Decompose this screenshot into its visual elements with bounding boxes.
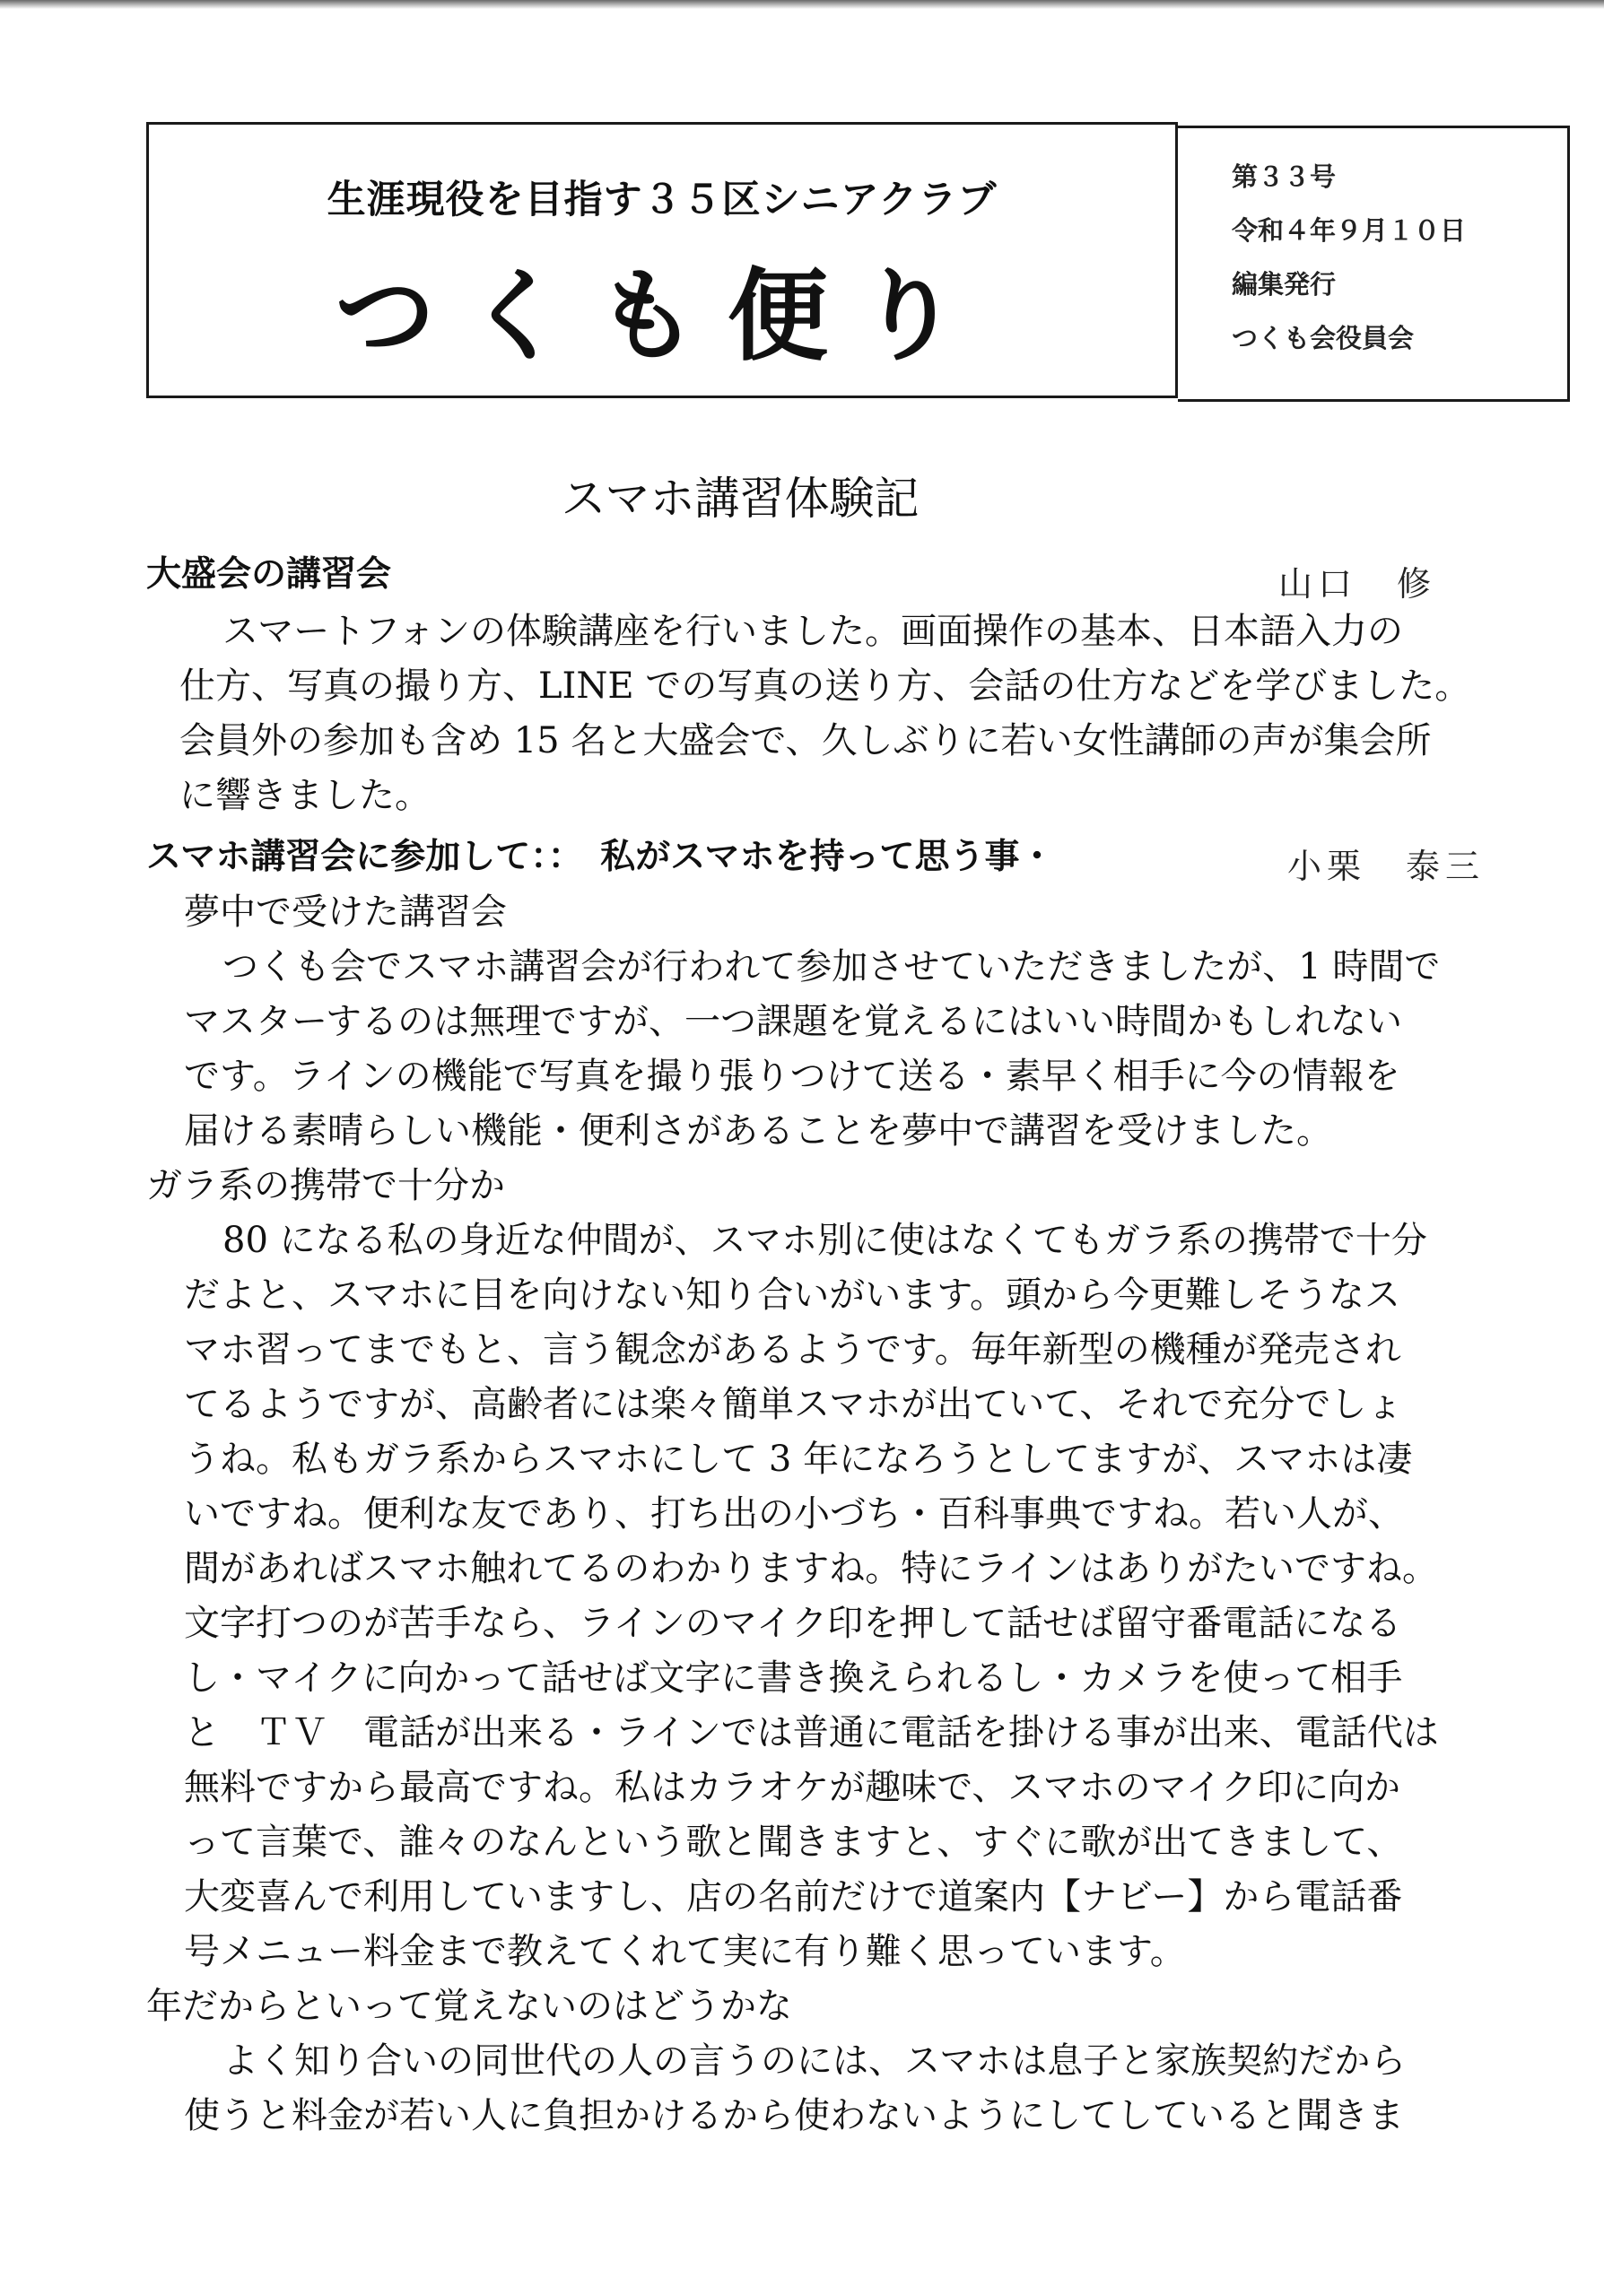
section2-line: です。ラインの機能で写真を撮り張りつけて送る・素早く相手に今の情報を xyxy=(184,1056,1400,1097)
section2-author: 小栗 泰三 xyxy=(1287,847,1486,886)
section2-line: だよと、スマホに目を向けない知り合いがいます。頭から今更難しそうなス xyxy=(184,1274,1400,1316)
section2-line: 使うと料金が若い人に負担かけるから使わないようにしてしていると聞きま xyxy=(184,2095,1404,2136)
section2-line: いですね。便利な友であり、打ち出の小づち・百科事典ですね。若い人が、 xyxy=(184,1493,1404,1535)
section1-line: 会員外の参加も含め 15 名と大盛会で、久しぶりに若い女性講師の声が集会所 xyxy=(179,720,1432,761)
page-edge-shadow xyxy=(0,0,1604,9)
section2-line: って言葉で、誰々のなんという歌と聞きますと、すぐに歌が出てきまして、 xyxy=(184,1822,1403,1863)
section1-line: スマートフォンの体験講座を行いました。画面操作の基本、日本語入力の xyxy=(222,611,1403,652)
section1-heading: 大盛会の講習会 xyxy=(146,554,392,595)
section1-line: に響きました。 xyxy=(179,775,431,816)
masthead-tagline: 生涯現役を目指す３５区シニアクラブ xyxy=(327,178,998,222)
section2-line: 大変喜んで利用していますし、店の名前だけで道案内【ナビー】から電話番 xyxy=(184,1876,1403,1918)
editor-name: つくも会役員会 xyxy=(1232,323,1415,353)
section2-line: うね。私もガラ系からスマホにして 3 年になろうとしてますが、スマホは凄 xyxy=(184,1439,1413,1480)
section2-line: 文字打つのが苦手なら、ラインのマイク印を押して話せば留守番電話になる xyxy=(184,1603,1402,1644)
section2-line: 間があればスマホ触れてるのわかりますね。特にラインはありがたいですね。 xyxy=(184,1548,1438,1589)
section2-line: と ＴＶ 電話が出来る・ラインでは普通に電話を掛ける事が出来、電話代は xyxy=(184,1712,1439,1753)
section2-line: 届ける素晴らしい機能・便利さがあることを夢中で講習を受けました。 xyxy=(184,1110,1332,1152)
section2-line: し・マイクに向かって話せば文字に書き換えられるし・カメラを使って相手 xyxy=(184,1657,1403,1699)
editor-label: 編集発行 xyxy=(1232,269,1337,300)
subheading: ガラ系の携帯で十分か xyxy=(146,1165,505,1206)
masthead-box xyxy=(146,122,1178,398)
section1-line: 仕方、写真の撮り方、LINE での写真の送り方、会話の仕方などを学びました。 xyxy=(179,665,1471,707)
section1-author: 山口 修 xyxy=(1278,564,1437,604)
section2-line: よく知り合いの同世代の人の言うのには、スマホは息子と家族契約だから xyxy=(222,2040,1407,2082)
issue-info-box xyxy=(1178,126,1570,402)
section2-heading: スマホ講習会に参加して：： 私がスマホを持って思う事・ xyxy=(146,837,1055,877)
section2-line: マホ習ってまでもと、言う観念があるようです。毎年新型の機種が発売され xyxy=(184,1329,1401,1370)
section2-line: 無料ですから最高ですね。私はカラオケが趣味で、スマホのマイク印に向か xyxy=(184,1767,1400,1808)
subheading: 夢中で受けた講習会 xyxy=(184,891,507,933)
issue-number: 第３３号 xyxy=(1232,161,1337,192)
newsletter-title: つくも便り xyxy=(335,257,989,375)
section2-line: てるようですが、高齢者には楽々簡単スマホが出ていて、それで充分でしょ xyxy=(184,1384,1403,1425)
section2-line: つくも会でスマホ講習会が行われて参加させていただきましたが、1 時間で xyxy=(222,946,1441,987)
issue-date: 令和４年９月１０日 xyxy=(1232,215,1467,246)
section2-line: マスターするのは無理ですが、一つ課題を覚えるにはいい時間かもしれない xyxy=(184,1001,1402,1042)
section2-line: 号メニュー料金まで教えてくれて実に有り難く思っています。 xyxy=(184,1931,1186,1972)
subheading: 年だからといって覚えないのはどうかな xyxy=(146,1986,792,2027)
section2-line: 80 になる私の身近な仲間が、スマホ別に使はなくてもガラ系の携帯で十分 xyxy=(222,1220,1427,1261)
document-title: スマホ講習体験記 xyxy=(561,473,920,525)
